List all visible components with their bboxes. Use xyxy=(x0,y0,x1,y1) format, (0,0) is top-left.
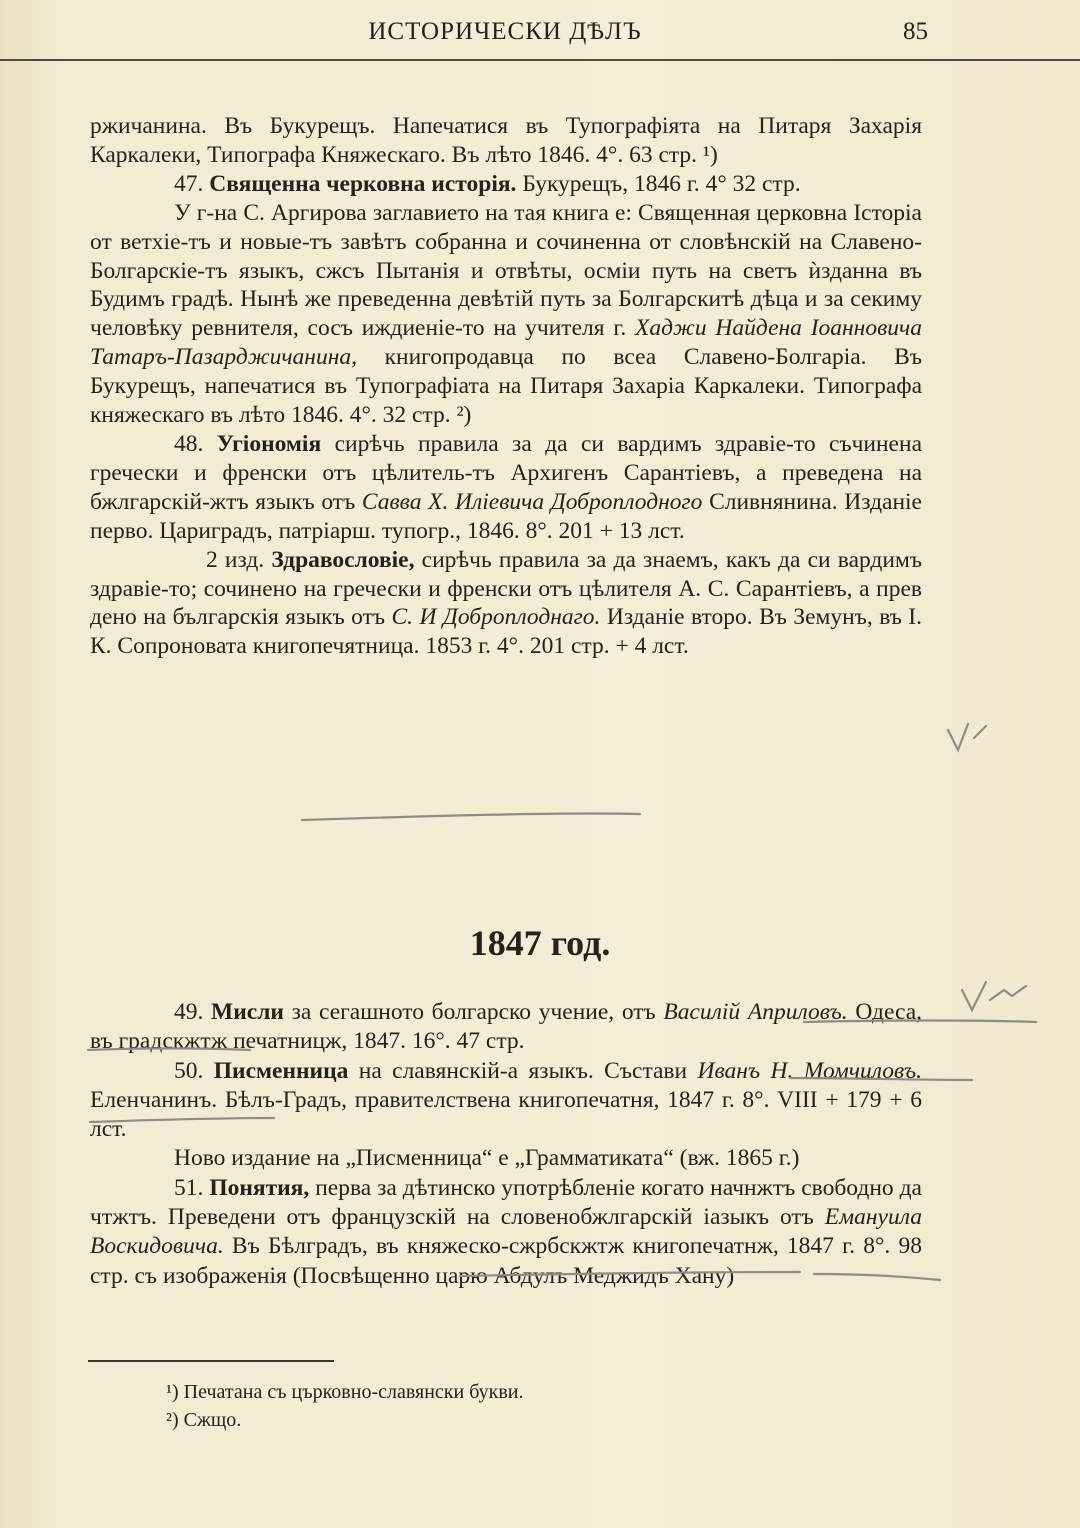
entry-50-title: Писменница xyxy=(213,1057,349,1084)
pencil-tick-mark-upper xyxy=(948,724,986,750)
entry-50: 50. Писменница на славянскій-а языкъ. Състави Иванъ Н. Момчиловъ. Еленчанинъ. Бѣлъ-Градъ, правителствена книгопечатня, 1847 г. 8°. VIII + 179 + 6 лст. xyxy=(90,1057,923,1143)
entry-47-title: Священна черковна исторія. xyxy=(209,170,517,197)
entry-49-title: Мисли xyxy=(211,999,284,1025)
header-rule xyxy=(0,59,1080,61)
entry-50-number: 50. xyxy=(174,1057,204,1084)
entry-47-rest: Букурещъ, 1846 г. 4° 32 стр. xyxy=(522,170,801,197)
page-number: 85 xyxy=(903,18,928,45)
entry-48-2-author: С. И Доброплоднаго. xyxy=(391,604,601,631)
entry-48-second-edition: 2 изд. Здравословіе, сирѣчь правила за да знаемъ, какъ да си вардимъ здравіе-то; сочинено на гречески и френски отъ цѣлителя А. С. Сарантіевъ, а прев дено на българскія языкъ отъ С. И Доброплоднаго. Изданіе второ. Въ Земунъ, въ І. К. Сопроновата книгопечятница. 1853 г. 4°. 201 стр. + 4 лст. xyxy=(90,546,922,660)
entry-48: 48. Угіономія сирѣчь правила за да си вардимъ здравіе-то съчинена гречески и френски отъ цѣлитель-тъ Архигенъ Сарантіевъ, а преведена на бжлгарскій-жтъ языкъ отъ Савва Х. Иліевича Доброплодного Сливнянина. Изданіе перво. Цариградъ, патріарш. тупогр., 1846. 8°. 201 + 13 лст. xyxy=(90,430,922,544)
entry-47-note: У г-на С. Аргирова заглавието на тая книга е: Священная церковна Історіа от ветхіе-тъ и новые-тъ завѣтъ собранна и сочиненна от словѣнскій на Славено-Болгарскіе-тъ языкъ, сжсъ Пытанія и отвѣты, осміи путь на светъ ѝзданна въ Будимъ градѣ. Нынѣ же преведенна девѣтій путь за Болгарскитѣ дѣца и за секиму человѣку ревнителя, сосъ иждиеніе-то на учителя г. Хаджи Найдена Іоанновича Татаръ-Пазарджичанина, книгопродавца по всеа Славено-Болгаріа. Въ Букурещъ, напечатися въ Тупографіата на Питаря Захаріа Каркалеки. Типографа княжескаго въ лѣто 1846. 4°. 32 стр. ²) xyxy=(90,199,923,429)
entry-48-author: Савва Х. Иліевича Доброплодного xyxy=(361,488,703,515)
entry-48-2-title: Здравословіе, xyxy=(271,546,415,573)
pencil-tick-mark-lower xyxy=(962,982,1026,1010)
entry-47-number: 47. xyxy=(174,170,204,197)
footnote-2: ²) Сжщо. xyxy=(166,1409,242,1431)
entry-48-title: Угіономія xyxy=(216,430,322,457)
entry-51-number: 51. xyxy=(174,1174,204,1201)
footnotes xyxy=(166,1378,926,1434)
entry-50-author: Иванъ Н. Момчиловъ. xyxy=(697,1057,923,1084)
entry-49: 49. Мисли за сегашното болгарско учение, отъ Василій Априловъ. Одеса, въ градскжтж печатницж, 1847. 16°. 47 стр. xyxy=(90,999,923,1055)
entry-47-note-author: Хаджи Найдена Іоанновича Татаръ-Пазарджичанина, xyxy=(90,315,923,371)
pencil-underline-dobroplodnago xyxy=(302,813,640,820)
main-text-lower xyxy=(90,998,922,1291)
entry-49-number: 49. xyxy=(174,999,204,1025)
running-header xyxy=(0,18,1080,58)
entry-51-author: Емануила Воскидовича. xyxy=(90,1204,922,1260)
entry-47 xyxy=(90,170,922,199)
footnote-1: ¹) Печатана съ църковно-славянски букви. xyxy=(166,1381,524,1403)
entry-46-continuation: ржичанина. Въ Букурещъ. Напечатися въ Тупографіята на Питаря Захарія Каркалеки, Типографа Княжескаго. Въ лѣто 1846. 4°. 63 стр. ¹) xyxy=(90,113,922,168)
entry-49-author: Василій Априловъ. xyxy=(663,999,848,1025)
year-heading: 1847 год. xyxy=(469,923,611,963)
entry-51-title: Понятия, xyxy=(209,1174,310,1201)
running-title: ИСТОРИЧЕСКИ ДѢЛЪ xyxy=(368,18,642,45)
entry-48-number: 48. xyxy=(174,430,204,457)
main-text-upper xyxy=(90,112,922,661)
footnote-rule xyxy=(88,1360,334,1362)
entry-50-note: Ново издание на „Писменница“ е „Грамматиката“ (вж. 1865 г.) xyxy=(174,1145,800,1172)
entry-51: 51. Понятия, перва за дѣтинско употрѣбленіе когато начнжтъ свободно да чтжтъ. Преведени отъ французскій на словенобжлгарскій іазыкъ отъ Емануила Воскидовича. Въ Бѣлградъ, въ княжеско-сжрбскжтж книгопечатнж, 1847 г. 8°. 98 стр. съ изображенія (Посвѣщенно царю Абдулъ Меджидъ Хану) xyxy=(90,1174,922,1289)
